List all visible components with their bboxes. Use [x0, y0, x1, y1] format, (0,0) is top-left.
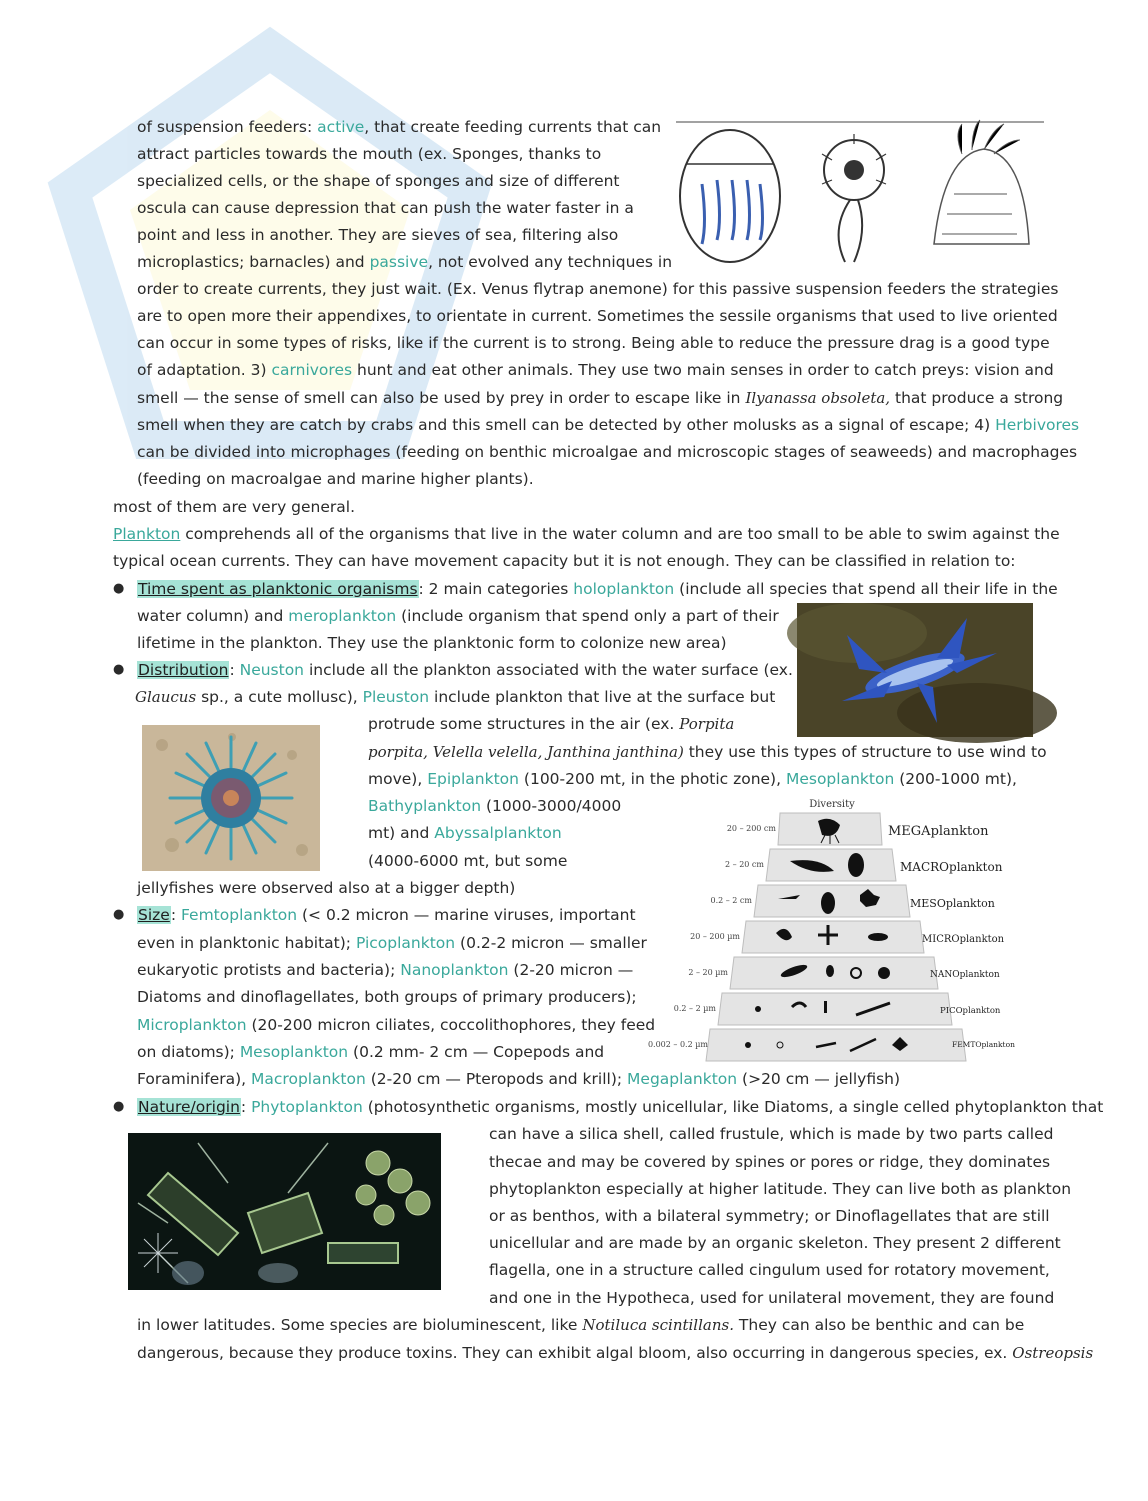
pyramid-label: FEMTOplankton [952, 1040, 1015, 1049]
text-line: Foraminifera), Macroplankton (2-20 cm — Pteropods and krill); Megaplankton (>20 cm — jellyfish) [137, 1070, 901, 1088]
text-line: or as benthos, with a bilateral symmetry; or Dinoflagellates that are still [489, 1207, 1050, 1225]
text-line: order to create currents, they just wait. (Ex. Venus flytrap anemone) for this passive suspension feeders the strategies [137, 280, 1059, 298]
text-line: Nature/origin: Phytoplankton (photosynthetic organisms, mostly unicellular, like Diatoms, a single celled phytoplankton that [138, 1098, 1104, 1116]
text-line: can occur in some types of risks, like if the current is to strong. Being able to reduce the pressure drag is a good type [137, 334, 1050, 352]
text-line: mt) and Abyssalplankton [368, 824, 562, 842]
text-line: flagella, one in a structure called cingulum used for rotatory movement, [489, 1261, 1050, 1279]
text-line: eukaryotic protists and bacteria); Nanoplankton (2-20 micron — [137, 961, 634, 979]
text-line: water column) and meroplankton (include organism that spend only a part of their [137, 607, 779, 625]
pyramid-label: NANOplankton [930, 970, 1000, 980]
pyramid-label: MICROplankton [922, 934, 1005, 945]
text-line: specialized cells, or the shape of sponges and size of different [137, 172, 620, 190]
text-line: Diatoms and dinoflagellates, both groups of primary producers); [137, 988, 637, 1006]
porpita-photo [142, 725, 320, 871]
text-line: Plankton comprehends all of the organisms that live in the water column and are too small to be able to swim against the [113, 525, 1060, 543]
text-line: smell when they are catch by crabs and this smell can be detected by other molusks as a signal of escape; 4) Herbivores [137, 416, 1080, 434]
bullet-icon: ● [113, 581, 125, 596]
pyramid-range: 0.2 – 2 µm [673, 1004, 716, 1013]
text-line: can be divided into microphages (feeding on benthic microalgae and microscopic stages of seaweeds) and macrophages [137, 443, 1078, 461]
text-line: protrude some structures in the air (ex. Porpita [368, 715, 735, 733]
pyramid-range: 0.002 – 0.2 µm [647, 1040, 708, 1049]
pyramid-range: 20 – 200 cm [726, 824, 776, 833]
text-line: Distribution: Neuston include all the plankton associated with the water surface (ex. [138, 661, 793, 679]
text-line: point and less in another. They are sieves of sea, filtering also [137, 226, 619, 244]
text-line: and one in the Hypotheca, used for unilateral movement, they are found [489, 1289, 1055, 1307]
suspension-feeders-illustration [672, 114, 1046, 266]
text-line: microplastics; barnacles) and passive, not evolved any techniques in [137, 253, 673, 271]
text-line: Microplankton (20-200 micron ciliates, coccolithophores, they feed [137, 1016, 656, 1034]
text-line: dangerous, because they produce toxins. They can exhibit algal bloom, also occurring in dangerous species, ex. Ostreopsis [137, 1344, 1094, 1362]
text-line: typical ocean currents. They can have movement capacity but it is not enough. They can be classified in relation to: [113, 552, 1016, 570]
text-line: of adaptation. 3) carnivores hunt and eat other animals. They use two main senses in order to catch preys: vision and [137, 361, 1054, 379]
pyramid-label: MESOplankton [910, 897, 995, 910]
text-line: move), Epiplankton (100-200 mt, in the photic zone), Mesoplankton (200-1000 mt), [368, 770, 1017, 788]
text-line: can have a silica shell, called frustule, which is made by two parts called [489, 1125, 1054, 1143]
text-line: of suspension feeders: active, that create feeding currents that can [137, 118, 662, 136]
plankton-size-pyramid [647, 795, 1020, 1065]
text-line: Size: Femtoplankton (< 0.2 micron — marine viruses, important [138, 906, 636, 924]
text-line: porpita, Velella velella, Janthina janthina) they use this types of structure to use wind to [368, 743, 1047, 761]
text-line: jellyfishes were observed also at a bigger depth) [137, 879, 516, 897]
text-line: smell — the sense of smell can also be used by prey in order to escape like in Ilyanassa obsoleta, that produce a strong [137, 389, 1064, 407]
text-line: unicellular and are made by an organic skeleton. They present 2 different [489, 1234, 1061, 1252]
glaucus-photo [797, 603, 1033, 737]
pyramid-range: 20 – 200 µm [690, 932, 740, 941]
pyramid-range: 0.2 – 2 cm [710, 896, 752, 905]
text-line: even in planktonic habitat); Picoplankton (0.2-2 micron — smaller [137, 934, 647, 952]
bullet-icon: ● [113, 662, 125, 677]
text-line: on diatoms); Mesoplankton (0.2 mm- 2 cm — Copepods and [137, 1043, 605, 1061]
diatoms-photo [128, 1133, 441, 1290]
text-line: (4000-6000 mt, but some [368, 852, 568, 870]
text-line: attract particles towards the mouth (ex. Sponges, thanks to [137, 145, 602, 163]
pyramid-label: PICOplankton [940, 1006, 1001, 1016]
text-line: phytoplankton especially at higher latitude. They can live both as plankton [489, 1180, 1072, 1198]
bullet-icon: ● [113, 1099, 125, 1114]
text-line: are to open more their appendixes, to orientate in current. Sometimes the sessile organisms that used to live oriented [137, 307, 1058, 325]
pyramid-range: 2 – 20 µm [688, 968, 728, 977]
pyramid-label: MEGAplankton [888, 824, 989, 839]
text-line: Bathyplankton (1000-3000/4000 [368, 797, 622, 815]
bullet-icon: ● [113, 907, 125, 922]
text-line: in lower latitudes. Some species are bioluminescent, like Notiluca scintillans. They can also be benthic and can be [137, 1316, 1025, 1334]
text-line: (feeding on macroalgae and marine higher plants). [137, 470, 534, 488]
text-line: thecae and may be covered by spines or pores or ridge, they dominates [489, 1153, 1051, 1171]
text-line: most of them are very general. [113, 498, 356, 516]
text-line: Glaucus sp., a cute mollusc), Pleuston include plankton that live at the surface but [135, 688, 776, 706]
pyramid-label: MACROplankton [900, 860, 1003, 874]
pyramid-range: 2 – 20 cm [725, 860, 764, 869]
pyramid-header: Diversity [809, 799, 855, 810]
text-line: lifetime in the plankton. They use the planktonic form to colonize new area) [137, 634, 727, 652]
text-line: Time spent as planktonic organisms: 2 main categories holoplankton (include all species that spend all their life in the [138, 580, 1058, 598]
text-line: oscula can cause depression that can push the water faster in a [137, 199, 634, 217]
